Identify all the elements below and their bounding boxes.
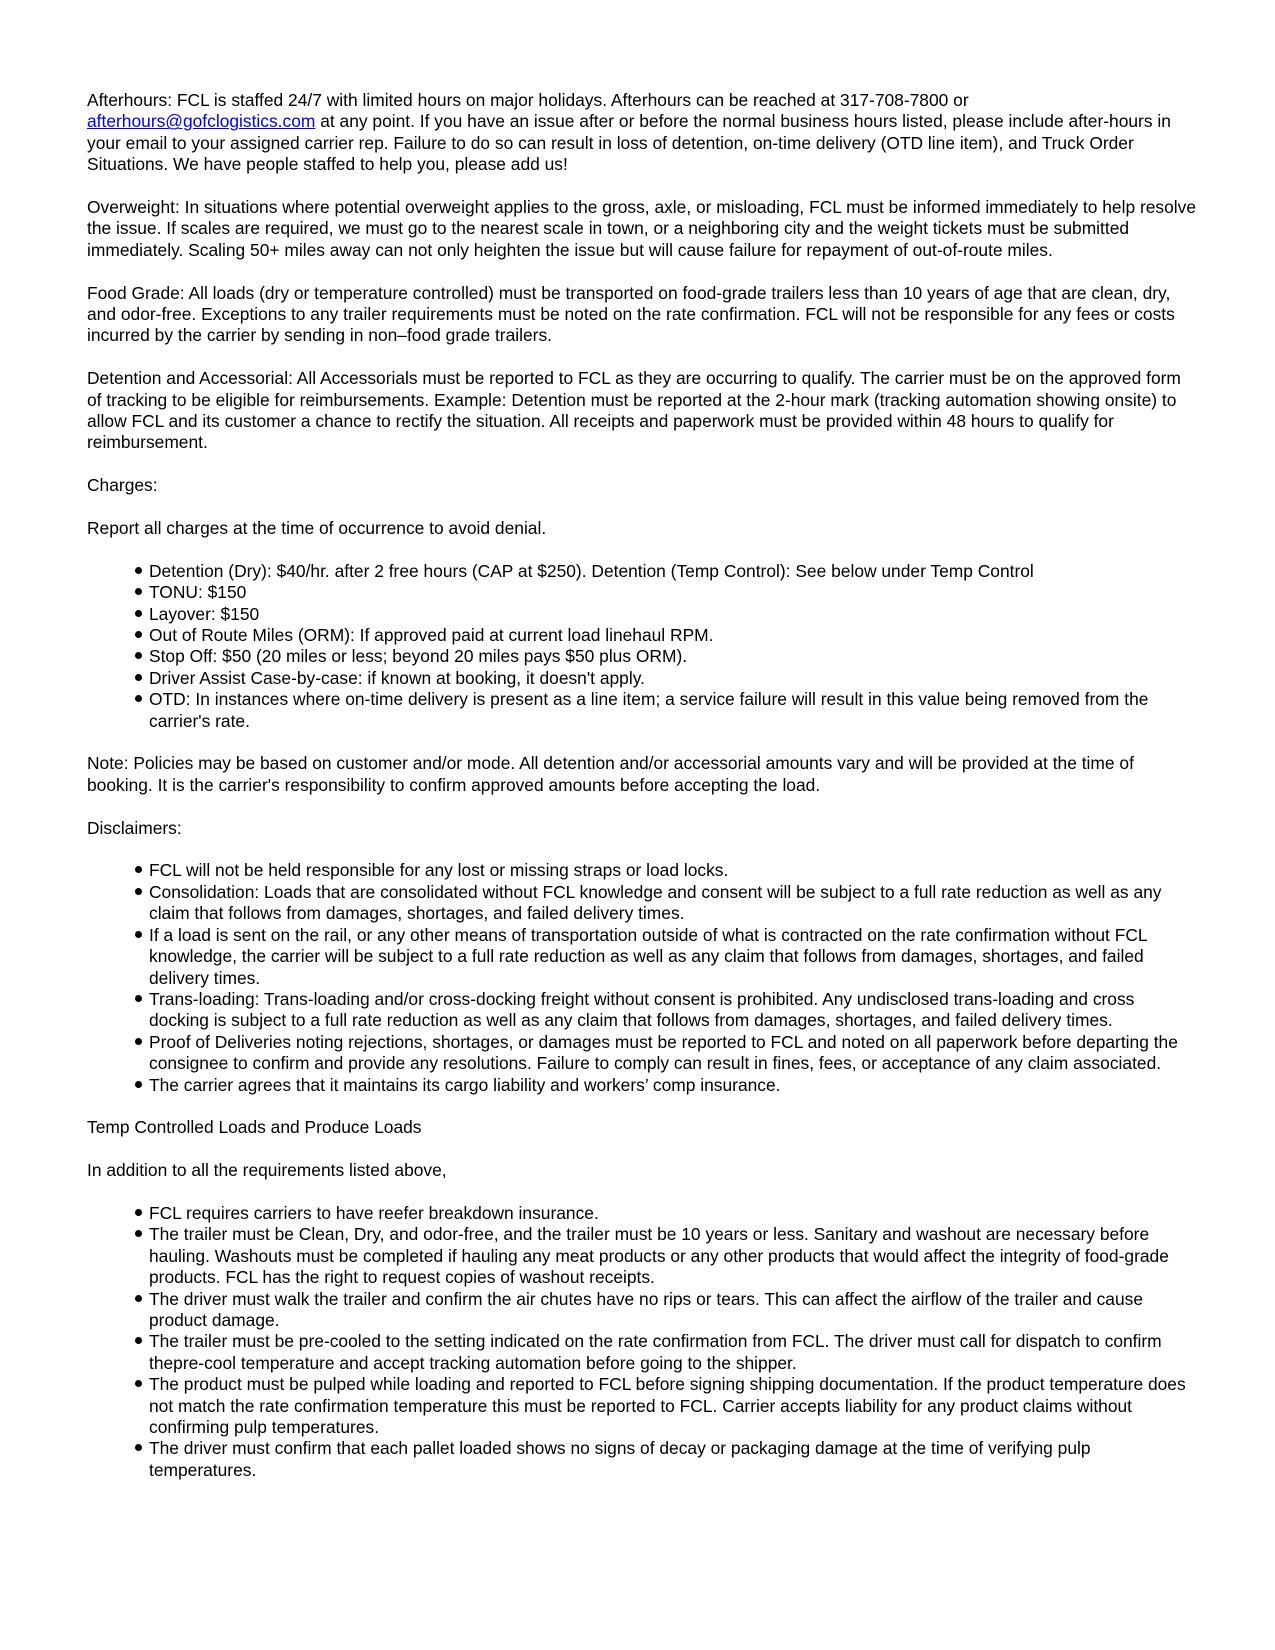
detention-paragraph: Detention and Accessorial: All Accessorials must be reported to FCL as they are occurring to qualify. The carrier must be on the approved form of tracking to be eligible for reimbursements. Example: Detention must be reported at the 2-hour mark (tracking automation showing onsite) to allow FCL and its customer a chance to rectify the situation. All receipts and paperwork must be provided within 48 hours to qualify for reimbursement. <box>87 368 1181 453</box>
bullet-icon <box>135 1444 142 1451</box>
bullet-icon <box>135 931 142 938</box>
list-item <box>87 1289 1197 1332</box>
list-item-text: Stop Off: $50 (20 miles or less; beyond 20 miles pays $50 plus ORM). <box>149 646 688 667</box>
charges-heading: Charges: <box>87 475 158 496</box>
bullet-icon <box>135 866 142 873</box>
list-item <box>87 925 1197 989</box>
list-item-text: FCL will not be held responsible for any lost or missing straps or load locks. <box>149 860 729 881</box>
list-item-text: The carrier agrees that it maintains its cargo liability and workers’ comp insurance. <box>149 1074 781 1095</box>
list-item <box>87 1032 1197 1075</box>
document-content <box>87 90 1197 1503</box>
bullet-icon <box>135 695 142 702</box>
list-item <box>87 646 1197 667</box>
list-item <box>87 1224 1197 1288</box>
list-item-text: The driver must confirm that each pallet loaded shows no signs of decay or packaging damage at the time of verifying pulp temperatures. <box>149 1438 1091 1480</box>
list-item-text: Trans-loading: Trans-loading and/or cross-docking freight without consent is prohibited. Any undisclosed trans-loading and cross docking is subject to a full rate reduction as well as any claim that follows from damages, shortages, and failed delivery times. <box>149 988 1135 1031</box>
bullet-icon <box>135 588 142 595</box>
afterhours-text-before: Afterhours: FCL is staffed 24/7 with limited hours on major holidays. Afterhours can be reached at 317-708-7800 or <box>87 90 969 110</box>
list-item <box>87 1075 1197 1096</box>
list-item <box>87 689 1197 732</box>
list-item-text: Consolidation: Loads that are consolidated without FCL knowledge and consent will be subject to a full rate reduction as well as any claim that follows from damages, shortages, and failed delivery times. <box>149 881 1162 924</box>
list-item-text: The driver must walk the trailer and confirm the air chutes have no rips or tears. This can affect the airflow of the trailer and cause product damage. <box>149 1288 1143 1330</box>
afterhours-paragraph <box>87 90 1197 176</box>
list-item <box>87 582 1197 603</box>
list-item-text: Driver Assist Case-by-case: if known at booking, it doesn't apply. <box>149 667 645 688</box>
list-item <box>87 1203 1197 1224</box>
list-item <box>87 989 1197 1032</box>
afterhours-text-after: at any point. If you have an issue after or before the normal business hours listed, please include after-hours in your email to your assigned carrier rep. Failure to do so can result in loss of detention, on-time delivery (OTD line item), and Truck Order Situations. We have people staffed to help you, please add us! <box>87 111 1171 175</box>
list-item-text: FCL requires carriers to have reefer breakdown insurance. <box>149 1202 599 1223</box>
note-paragraph: Note: Policies may be based on customer and/or mode. All detention and/or accessorial amounts vary and will be provided at the time of booking. It is the carrier's responsibility to confirm approved amounts before accepting the load. <box>87 753 1134 795</box>
list-item-text: If a load is sent on the rail, or any other means of transportation outside of what is contracted on the rate confirmation without FCL knowledge, the carrier will be subject to a full rate reduction as well as any claim that follows from damages, shortages, and failed delivery times. <box>149 924 1147 988</box>
bullet-icon <box>135 674 142 681</box>
temp-controlled-intro: In addition to all the requirements listed above, <box>87 1160 447 1181</box>
temp-controlled-list <box>87 1203 1197 1481</box>
list-item-text: Layover: $150 <box>149 603 260 624</box>
list-item-text: Proof of Deliveries noting rejections, shortages, or damages must be reported to FCL and noted on all paperwork before departing the consignee to confirm and provide any resolutions. Failure to comply can result in fines, fees, or acceptance of any claim associated. <box>149 1031 1178 1074</box>
bullet-icon <box>135 1337 142 1344</box>
bullet-icon <box>135 1230 142 1237</box>
list-item-text: The product must be pulped while loading and reported to FCL before signing shipping documentation. If the product temperature does not match the rate confirmation temperature this must be reported to FCL. Carrier accepts liability for any product claims without confirming pulp temperatures. <box>149 1374 1186 1437</box>
bullet-icon <box>135 1209 142 1216</box>
list-item <box>87 1438 1197 1481</box>
afterhours-email-link[interactable]: afterhours@gofclogistics.com <box>87 111 316 132</box>
list-item-text: The trailer must be Clean, Dry, and odor-free, and the trailer must be 10 years or less. Sanitary and washout are necessary before hauling. Washouts must be completed if hauling any meat products or any other products that would affect the integrity of food-grade products. FCL has the right to request copies of washout receipts. <box>149 1224 1169 1288</box>
list-item <box>87 860 1197 881</box>
charges-intro: Report all charges at the time of occurrence to avoid denial. <box>87 518 547 539</box>
bullet-icon <box>135 888 142 895</box>
list-item <box>87 561 1197 582</box>
list-item-text: The trailer must be pre-cooled to the setting indicated on the rate confirmation from FCL. The driver must call for dispatch to confirm thepre-cool temperature and accept tracking automation before going to the shipper. <box>149 1331 1162 1373</box>
disclaimers-list <box>87 860 1197 1095</box>
food-grade-paragraph: Food Grade: All loads (dry or temperature controlled) must be transported on food-grade trailers less than 10 years of age that are clean, dry, and odor-free. Exceptions to any trailer requirements must be noted on the rate confirmation. FCL will not be responsible for any fees or costs incurred by the carrier by sending in non–food grade trailers. <box>87 282 1175 346</box>
list-item <box>87 604 1197 625</box>
overweight-paragraph: Overweight: In situations where potential overweight applies to the gross, axle, or misloading, FCL must be informed immediately to help resolve the issue. If scales are required, we must go to the nearest scale in town, or a neighboring city and the weight tickets must be submitted immediately. Scaling 50+ miles away can not only heighten the issue but will cause failure for repayment of out-of-route miles. <box>87 197 1197 260</box>
disclaimers-heading: Disclaimers: <box>87 817 182 838</box>
temp-controlled-heading: Temp Controlled Loads and Produce Loads <box>87 1117 422 1138</box>
list-item <box>87 1374 1197 1438</box>
list-item-text: Out of Route Miles (ORM): If approved paid at current load linehaul RPM. <box>149 625 714 646</box>
list-item-text: Detention (Dry): $40/hr. after 2 free hours (CAP at $250). Detention (Temp Control): See below under Temp Control <box>149 560 1034 581</box>
bullet-icon <box>135 1380 142 1387</box>
list-item <box>87 668 1197 689</box>
list-item <box>87 625 1197 646</box>
bullet-icon <box>135 610 142 617</box>
bullet-icon <box>135 995 142 1002</box>
charges-list <box>87 561 1197 732</box>
bullet-icon <box>135 1295 142 1302</box>
list-item <box>87 882 1197 925</box>
bullet-icon <box>135 652 142 659</box>
bullet-icon <box>135 1081 142 1088</box>
bullet-icon <box>135 1038 142 1045</box>
bullet-icon <box>135 567 142 574</box>
bullet-icon <box>135 631 142 638</box>
list-item-text: TONU: $150 <box>149 582 247 603</box>
list-item <box>87 1331 1197 1374</box>
list-item-text: OTD: In instances where on-time delivery is present as a line item; a service failure will result in this value being removed from the carrier's rate. <box>149 689 1149 731</box>
